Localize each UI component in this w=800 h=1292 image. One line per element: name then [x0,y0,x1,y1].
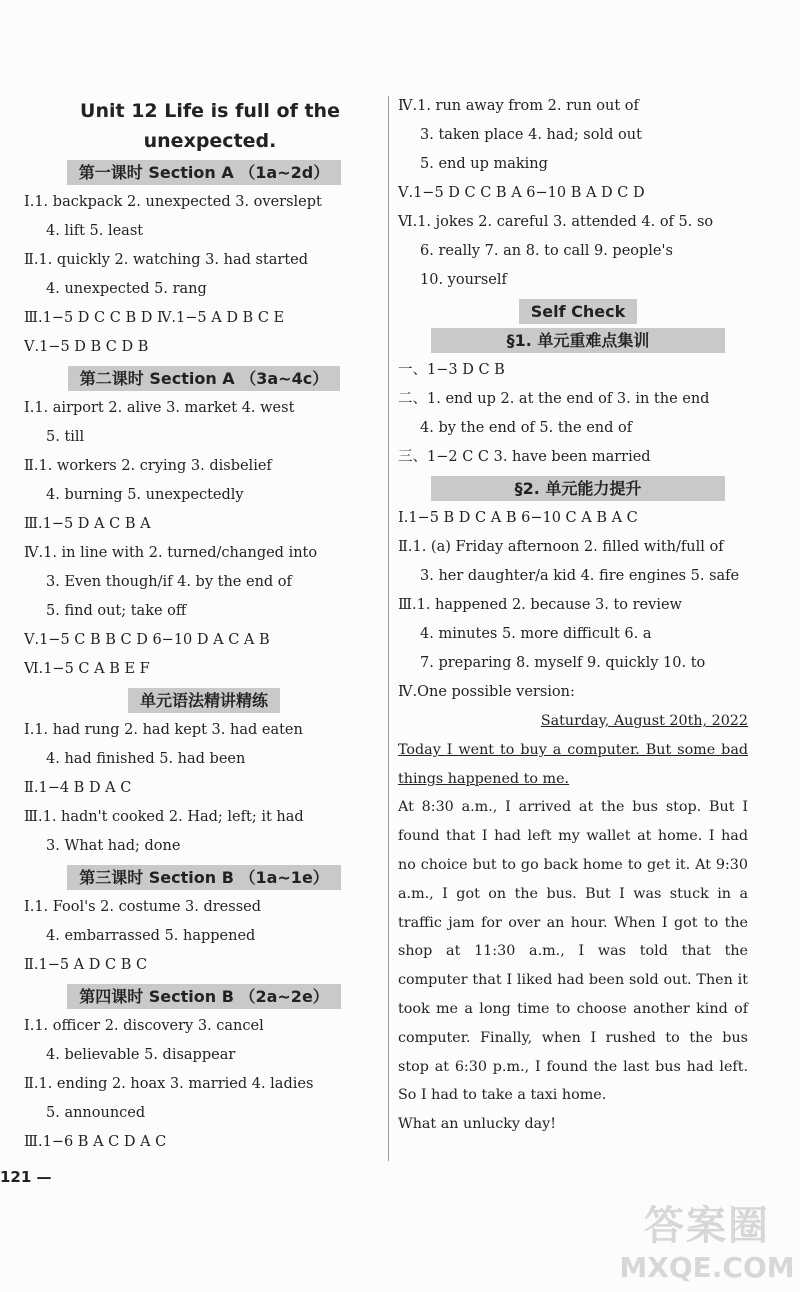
left-column [24,92,384,1157]
answer-line: Ⅱ.1. quickly 2. watching 3. had started [24,252,309,268]
answer-line: Ⅰ.1. had rung 2. had kept 3. had eaten [24,722,303,738]
answer-line: 7. preparing 8. myself 9. quickly 10. to [420,655,706,671]
answer-line: Ⅰ.1. officer 2. discovery 3. cancel [24,1018,264,1034]
section-header-4: 第四课时 Section B （2a~2e） [24,984,384,1009]
right-column [398,92,758,1139]
answer-line: Ⅲ.1−6 B A C D A C [24,1134,167,1150]
unit-title-line-1: Unit 12 Life is full of the [80,100,340,122]
answer-line: 一、1−3 D C B [398,362,505,378]
essay-date: Saturday, August 20th, 2022 [540,713,748,729]
answer-line: 6. really 7. an 8. to call 9. people's [420,243,673,259]
answer-line: Ⅱ.1−4 B D A C [24,780,132,796]
answer-line: 4. burning 5. unexpectedly [46,487,244,503]
answer-line: Ⅲ.1. hadn't cooked 2. Had; left; it had [24,809,304,825]
answer-line: 4. lift 5. least [46,223,144,239]
essay-heading: Ⅳ.One possible version: [398,684,575,700]
answer-line: 3. What had; done [46,838,181,854]
answer-line: 3. her daughter/a kid 4. fire engines 5. safe [420,568,740,584]
unit-title [36,96,384,156]
answer-line: 4. unexpected 5. rang [46,281,207,297]
page-number: 121 — [0,1168,52,1186]
section-header-3: 第三课时 Section B （1a~1e） [24,865,384,890]
answer-line: Ⅲ.1−5 D C C B D Ⅳ.1−5 A D B C E [24,310,285,326]
sample-essay [398,707,748,1139]
answer-line: 5. find out; take off [46,603,187,619]
answer-line: Ⅴ.1−5 D C C B A 6−10 B A D C D [398,185,645,201]
answer-line: Ⅰ.1. backpack 2. unexpected 3. overslept [24,194,322,210]
answer-line: Ⅱ.1. ending 2. hoax 3. married 4. ladies [24,1076,314,1092]
answer-line: Ⅱ.1−5 A D C B C [24,957,148,973]
section-header-2: 第二课时 Section A （3a~4c） [24,366,384,391]
answer-line: Ⅰ.1. Fool's 2. costume 3. dressed [24,899,262,915]
watermark-text: 答案圈 [644,1203,770,1249]
essay-intro: Today I went to buy a computer. But some bad things happened to me. [398,741,748,787]
answer-line: Ⅰ.1. airport 2. alive 3. market 4. west [24,400,295,416]
answer-line: 三、1−2 C C 3. have been married [398,449,651,465]
answer-line: Ⅴ.1−5 D B C D B [24,339,149,355]
section-header-ability: §2. 单元能力提升 [398,476,758,501]
answer-line: 3. taken place 4. had; sold out [420,127,642,143]
answer-line: 4. embarrassed 5. happened [46,928,256,944]
watermark-logo [618,1200,796,1288]
answer-line: 4. minutes 5. more difficult 6. a [420,626,652,642]
column-divider [388,96,389,1161]
answer-line: 10. yourself [420,272,507,288]
answer-line: Ⅴ.1−5 C B B C D 6−10 D A C A B [24,632,270,648]
answer-line: 二、1. end up 2. at the end of 3. in the end [398,391,710,407]
answer-line: 4. believable 5. disappear [46,1047,236,1063]
answer-line: 5. announced [46,1105,146,1121]
section-header-self-check: Self Check [398,299,758,324]
answer-line: Ⅱ.1. (a) Friday afternoon 2. filled with/full of [398,539,724,555]
answer-line: 3. Even though/if 4. by the end of [46,574,292,590]
answer-line: Ⅲ.1−5 D A C B A [24,516,151,532]
answer-line: 5. end up making [420,156,548,172]
essay-ending: What an unlucky day! [398,1116,556,1133]
unit-title-line-2: unexpected. [143,130,277,152]
answer-line: 4. had finished 5. had been [46,751,246,767]
section-header-grammar: 单元语法精讲精练 [24,688,384,713]
answer-line: Ⅲ.1. happened 2. because 3. to review [398,597,682,613]
essay-body: At 8:30 a.m., I arrived at the bus stop. But I found that I had left my wallet at home. I had no choice but to go back home to get it. At 9:30 a.m., I got on the bus. But I was stuck in a traffic jam for over an hour. When I got to the shop at 11:30 a.m., I was told that the computer that I liked had been sold out. Then it took me a long time to choose another kind of computer. Finally, when I rushed to the bus stop at 6:30 p.m., I found the last bus had left. So I had to take a taxi home. [398,799,748,1104]
answer-line: Ⅵ.1−5 C A B E F [24,661,150,677]
section-header-1: 第一课时 Section A （1a~2d） [24,160,384,185]
answer-line: 5. till [46,429,85,445]
section-header-key-points: §1. 单元重难点集训 [398,328,758,353]
answer-line: Ⅱ.1. workers 2. crying 3. disbelief [24,458,272,474]
answer-line: Ⅰ.1−5 B D C A B 6−10 C A B A C [398,510,638,526]
answer-line: 4. by the end of 5. the end of [420,420,633,436]
answer-line: Ⅳ.1. in line with 2. turned/changed into [24,545,318,561]
watermark-url: MXQE.COM [619,1251,795,1284]
answer-line: Ⅳ.1. run away from 2. run out of [398,98,639,114]
answer-line: Ⅵ.1. jokes 2. careful 3. attended 4. of 5. so [398,214,714,230]
